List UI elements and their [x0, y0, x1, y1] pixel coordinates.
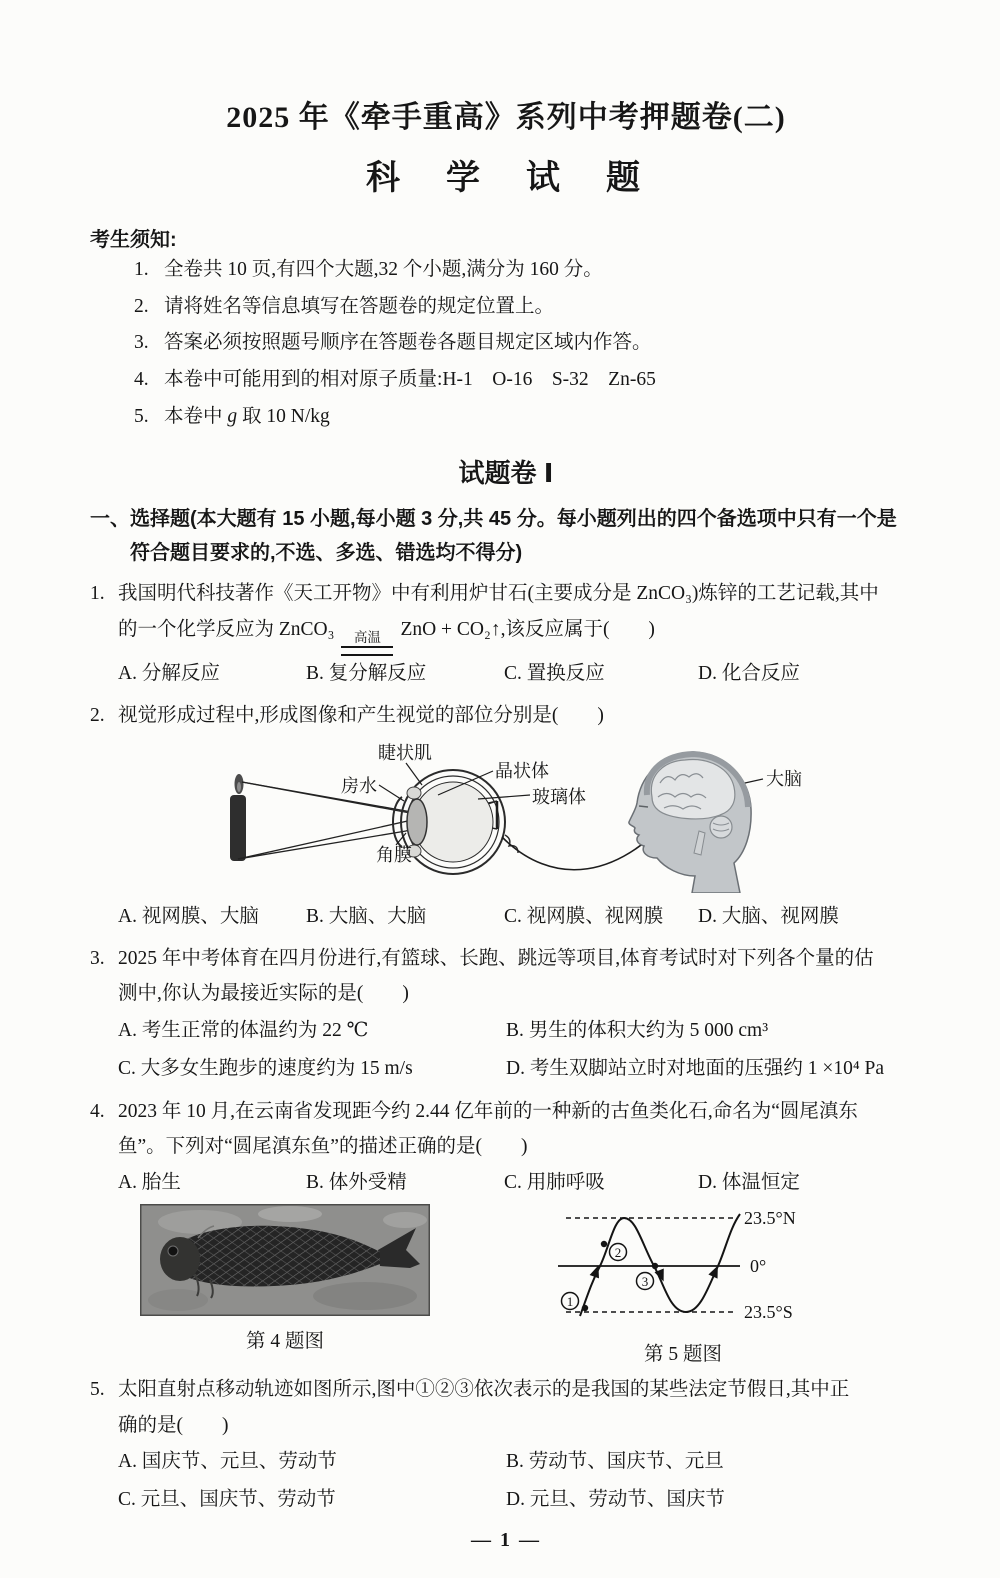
page-number: — 1 —: [471, 1529, 541, 1552]
option-b: B. 男生的体积大约为 5 000 cm³: [506, 1019, 769, 1041]
question-number: 1.: [90, 583, 105, 605]
question-number: 5.: [90, 1379, 105, 1401]
option-a: A. 分解反应: [118, 663, 220, 685]
notice-item-number: 3.: [134, 332, 149, 354]
options-row: [118, 899, 922, 934]
question-text: 确的是( ): [118, 1414, 229, 1436]
label-tropic-south: 23.5°S: [744, 1302, 793, 1323]
question-equation-line: 的一个化学反应为 ZnCO₃ 高温 ZnO + CO₂↑,该反应属于( ): [118, 612, 922, 657]
figures-row: [140, 1204, 922, 1366]
notice-item: [134, 399, 922, 436]
label-cornea: 角膜: [376, 845, 412, 866]
question-4: [90, 1094, 922, 1200]
question-text: 鱼”。下列对“圆尾滇东鱼”的描述正确的是( ): [118, 1136, 528, 1158]
option-b: B. 体外受精: [306, 1171, 407, 1193]
notice-item-number: 4.: [134, 368, 149, 390]
question-text: 2023 年 10 月,在云南省发现距今约 2.44 亿年前的一种新的古鱼类化石,命名为“圆尾滇东: [118, 1100, 858, 1122]
figure-fossil: [140, 1204, 430, 1366]
double-bar: [341, 646, 393, 656]
notice-item: [134, 252, 922, 289]
part1-heading: [90, 502, 922, 570]
notice-item: [134, 325, 922, 362]
reaction-condition: 高温: [341, 631, 393, 657]
question-5: [90, 1372, 922, 1519]
fossil-image: [140, 1204, 430, 1316]
option-c: C. 视网膜、视网膜: [504, 906, 664, 928]
notice-heading: 考生须知:: [90, 229, 177, 251]
option-a: A. 考生正常的体温约为 22 ℃: [118, 1019, 369, 1041]
notice-item: [134, 289, 922, 326]
option-c: C. 元旦、国庆节、劳动节: [118, 1489, 336, 1511]
question-number: 3.: [90, 947, 105, 969]
svg-text:2: 2: [614, 1245, 622, 1261]
option-a: A. 视网膜、大脑: [118, 906, 259, 928]
eye-vision-diagram: [150, 735, 922, 899]
label-ciliary-muscle: 睫状肌: [378, 743, 432, 764]
question-text: 2025 年中考体育在四月份进行,有篮球、长跑、跳远等项目,体育考试时对下列各个量的估: [118, 947, 874, 969]
label-brain: 大脑: [766, 769, 802, 790]
part1-number: 一、: [90, 508, 130, 531]
notice-item-number: 1.: [134, 259, 149, 280]
marker-1: [562, 1293, 579, 1310]
part1-desc-line2: 符合题目要求的,不选、多选、错选均不得分): [130, 542, 523, 565]
label-tropic-north: 23.5°N: [744, 1208, 796, 1229]
candidate-notice: [90, 223, 922, 435]
notice-item-text: 本卷中 g 取 10 N/kg: [164, 405, 330, 427]
question-text: 视觉形成过程中,形成图像和产生视觉的部位分别是( ): [118, 704, 604, 726]
notice-item-text: 全卷共 10 页,有四个大题,32 个小题,满分为 160 分。: [164, 259, 603, 280]
part1-desc-line1: 选择题(本大题有 15 小题,每小题 3 分,共 45 分。每小题列出的四个备选项中只有一个是: [130, 508, 897, 531]
option-c: C. 大多女生跑步的速度约为 15 m/s: [118, 1057, 413, 1079]
notice-item-text: 答案必须按照题号顺序在答题卷各题目规定区域内作答。: [164, 332, 652, 354]
option-c: C. 用肺呼吸: [504, 1171, 605, 1193]
sun-path-diagram: [558, 1204, 808, 1329]
question-3: [90, 941, 922, 1088]
options-grid: [118, 1443, 922, 1519]
question-text: 测中,你认为最接近实际的是( ): [118, 983, 409, 1005]
notice-item-number: 2.: [134, 295, 149, 317]
label-equator: 0°: [750, 1256, 767, 1277]
svg-text:3: 3: [641, 1274, 649, 1290]
label-aqueous-humor: 房水: [341, 776, 377, 797]
candle-illustration: [230, 774, 246, 861]
options-row: [118, 1165, 922, 1200]
option-d: D. 体温恒定: [698, 1171, 800, 1193]
option-c: C. 置换反应: [504, 663, 605, 685]
figure-sun-declination: [558, 1204, 808, 1366]
figure-caption: 第 4 题图: [245, 1331, 324, 1353]
question-text: 我国明代科技著作《天工开物》中有利用炉甘石(主要成分是 ZnCO₃)炼锌的工艺记载,其中: [118, 583, 879, 605]
options-row: [118, 656, 922, 691]
question-number: 2.: [90, 704, 105, 726]
option-d: D. 考生双脚站立时对地面的压强约 1 ×10⁴ Pa: [506, 1057, 885, 1079]
head-profile-illustration: [629, 752, 751, 893]
notice-item: [134, 362, 922, 399]
option-b: B. 复分解反应: [306, 663, 427, 685]
option-d: D. 大脑、视网膜: [698, 906, 839, 928]
label-vitreous-body: 玻璃体: [532, 787, 586, 808]
marker-3: [637, 1273, 654, 1290]
option-d: D. 元旦、劳动节、国庆节: [506, 1489, 725, 1511]
option-b: B. 大脑、大脑: [306, 906, 427, 928]
option-a: A. 国庆节、元旦、劳动节: [118, 1451, 337, 1473]
figure-caption: 第 5 题图: [643, 1344, 722, 1366]
paper-subtitle: 科 学 试 题: [366, 160, 646, 197]
question-text: 太阳直射点移动轨迹如图所示,图中①②③依次表示的是我国的某些法定节假日,其中正: [118, 1379, 850, 1401]
paper-section-title: 试题卷 Ⅰ: [458, 458, 554, 489]
option-d: D. 化合反应: [698, 663, 800, 685]
marker-2: [610, 1244, 627, 1261]
svg-text:1: 1: [566, 1294, 574, 1310]
notice-item-number: 5.: [134, 405, 149, 427]
options-grid: [118, 1012, 922, 1088]
notice-item-text: 本卷中可能用到的相对原子质量:H-1 O-16 S-32 Zn-65: [164, 368, 656, 390]
label-lens: 晶状体: [495, 761, 549, 782]
option-b: B. 劳动节、国庆节、元旦: [506, 1451, 724, 1473]
question-1: [90, 576, 922, 691]
notice-item-text: 请将姓名等信息填写在答题卷的规定位置上。: [164, 295, 555, 317]
question-number: 4.: [90, 1100, 105, 1122]
option-a: A. 胎生: [118, 1171, 181, 1193]
page-title: 2025 年《牵手重高》系列中考押题卷(二): [226, 101, 786, 134]
question-2: [90, 698, 922, 935]
